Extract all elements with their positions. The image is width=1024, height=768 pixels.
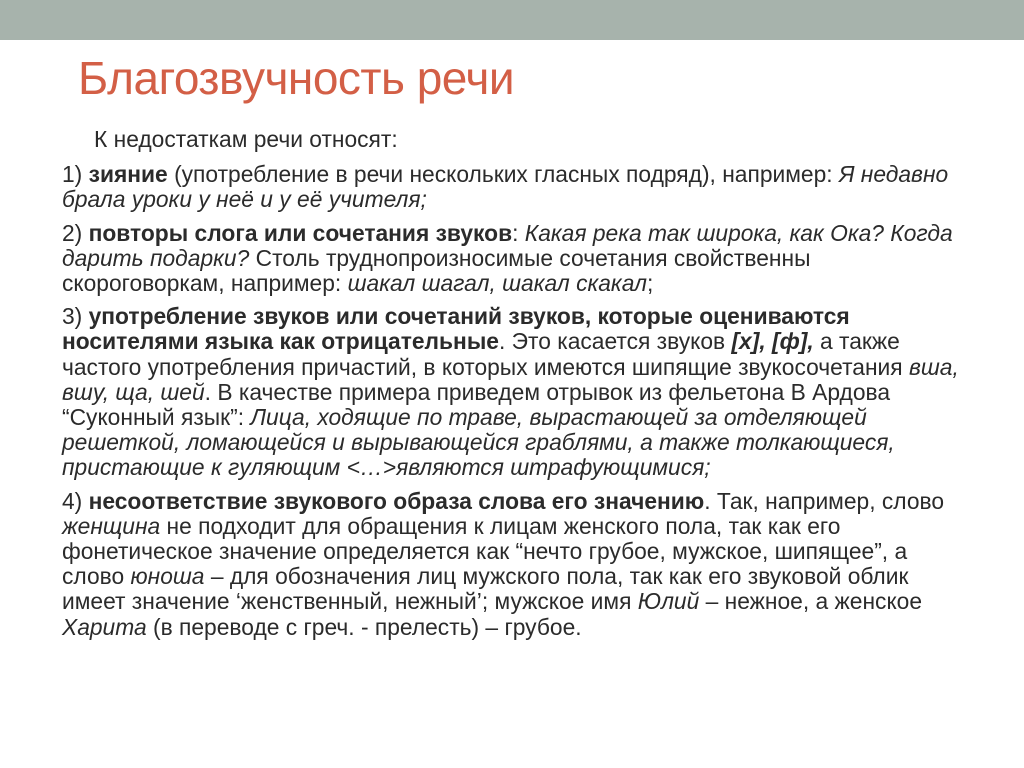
item-term: повторы слога или сочетания звуков (88, 219, 513, 246)
list-item-2 (62, 221, 962, 297)
item-word: юноша (130, 563, 205, 590)
item-term: зияние (88, 161, 168, 188)
item-quote: Лица, ходящие по траве, вырастающей за отделяющей решеткой, ломающейся и вырывающейся граблями, а также толкающиеся, пристающие к гуляющим <…>являются штрафующимися; (62, 404, 895, 481)
item-text: ; (646, 270, 654, 297)
intro-line: К недостаткам речи относят: (94, 126, 398, 152)
item-number: 2) (62, 219, 89, 246)
slide-body (62, 127, 962, 648)
item-text: . Так, например, слово (704, 487, 945, 514)
item-text: . Это касается звуков (498, 328, 732, 355)
item-number: 4) (62, 487, 89, 514)
item-example: шакал шагал, шакал скакал (347, 270, 647, 297)
item-text: – для обозначения лиц мужского пола, так как его звуковой облик имеет значение ‘женственный, нежный’; мужское имя (62, 563, 909, 615)
item-example: Я недавно брала уроки у неё и у её учителя; (62, 161, 949, 213)
top-decorative-band (0, 0, 1024, 40)
list-item-4 (62, 489, 962, 640)
item-number: 3) (62, 303, 89, 330)
item-sounds: [х], [ф], (731, 328, 814, 355)
item-definition: (употребление в речи нескольких гласных подряд), например: (167, 161, 839, 188)
item-example: Какая река так широка, как Ока? Когда дарить подарки? (62, 219, 953, 271)
item-text: (в переводе с греч. - прелесть) – грубое. (146, 613, 582, 640)
item-text: – нежное, а женское (699, 588, 923, 615)
item-term: употребление звуков или сочетаний звуков, которые оцениваются носителями языка как отрицательные (62, 303, 850, 355)
item-combos: вша, вшу, ща, шей (62, 353, 959, 405)
item-term: несоответствие звукового образа слова его значению (88, 487, 705, 514)
item-text: не подходит для обращения к лицам женского пола, так как его фонетическое значение определяется как “нечто грубое, мужское, шипящее”, а слово (62, 512, 908, 590)
item-word: женщина (62, 512, 161, 539)
item-text: : (512, 219, 525, 246)
item-text: а также частого употребления причастий, в которых имеются шипящие звукосочетания (62, 328, 909, 380)
item-text: Столь труднопроизносимые сочетания свойственны скороговоркам, например: (62, 244, 811, 297)
slide-title: Благозвучность речи (78, 52, 515, 104)
item-word: Харита (62, 613, 147, 640)
item-word: Юлий (637, 588, 700, 615)
item-number: 1) (62, 161, 89, 188)
list-item-1 (62, 162, 962, 212)
list-item-3 (62, 304, 962, 480)
item-text: . В качестве примера приведем отрывок из фельетона В Ардова “Суконный язык”: (62, 378, 891, 431)
